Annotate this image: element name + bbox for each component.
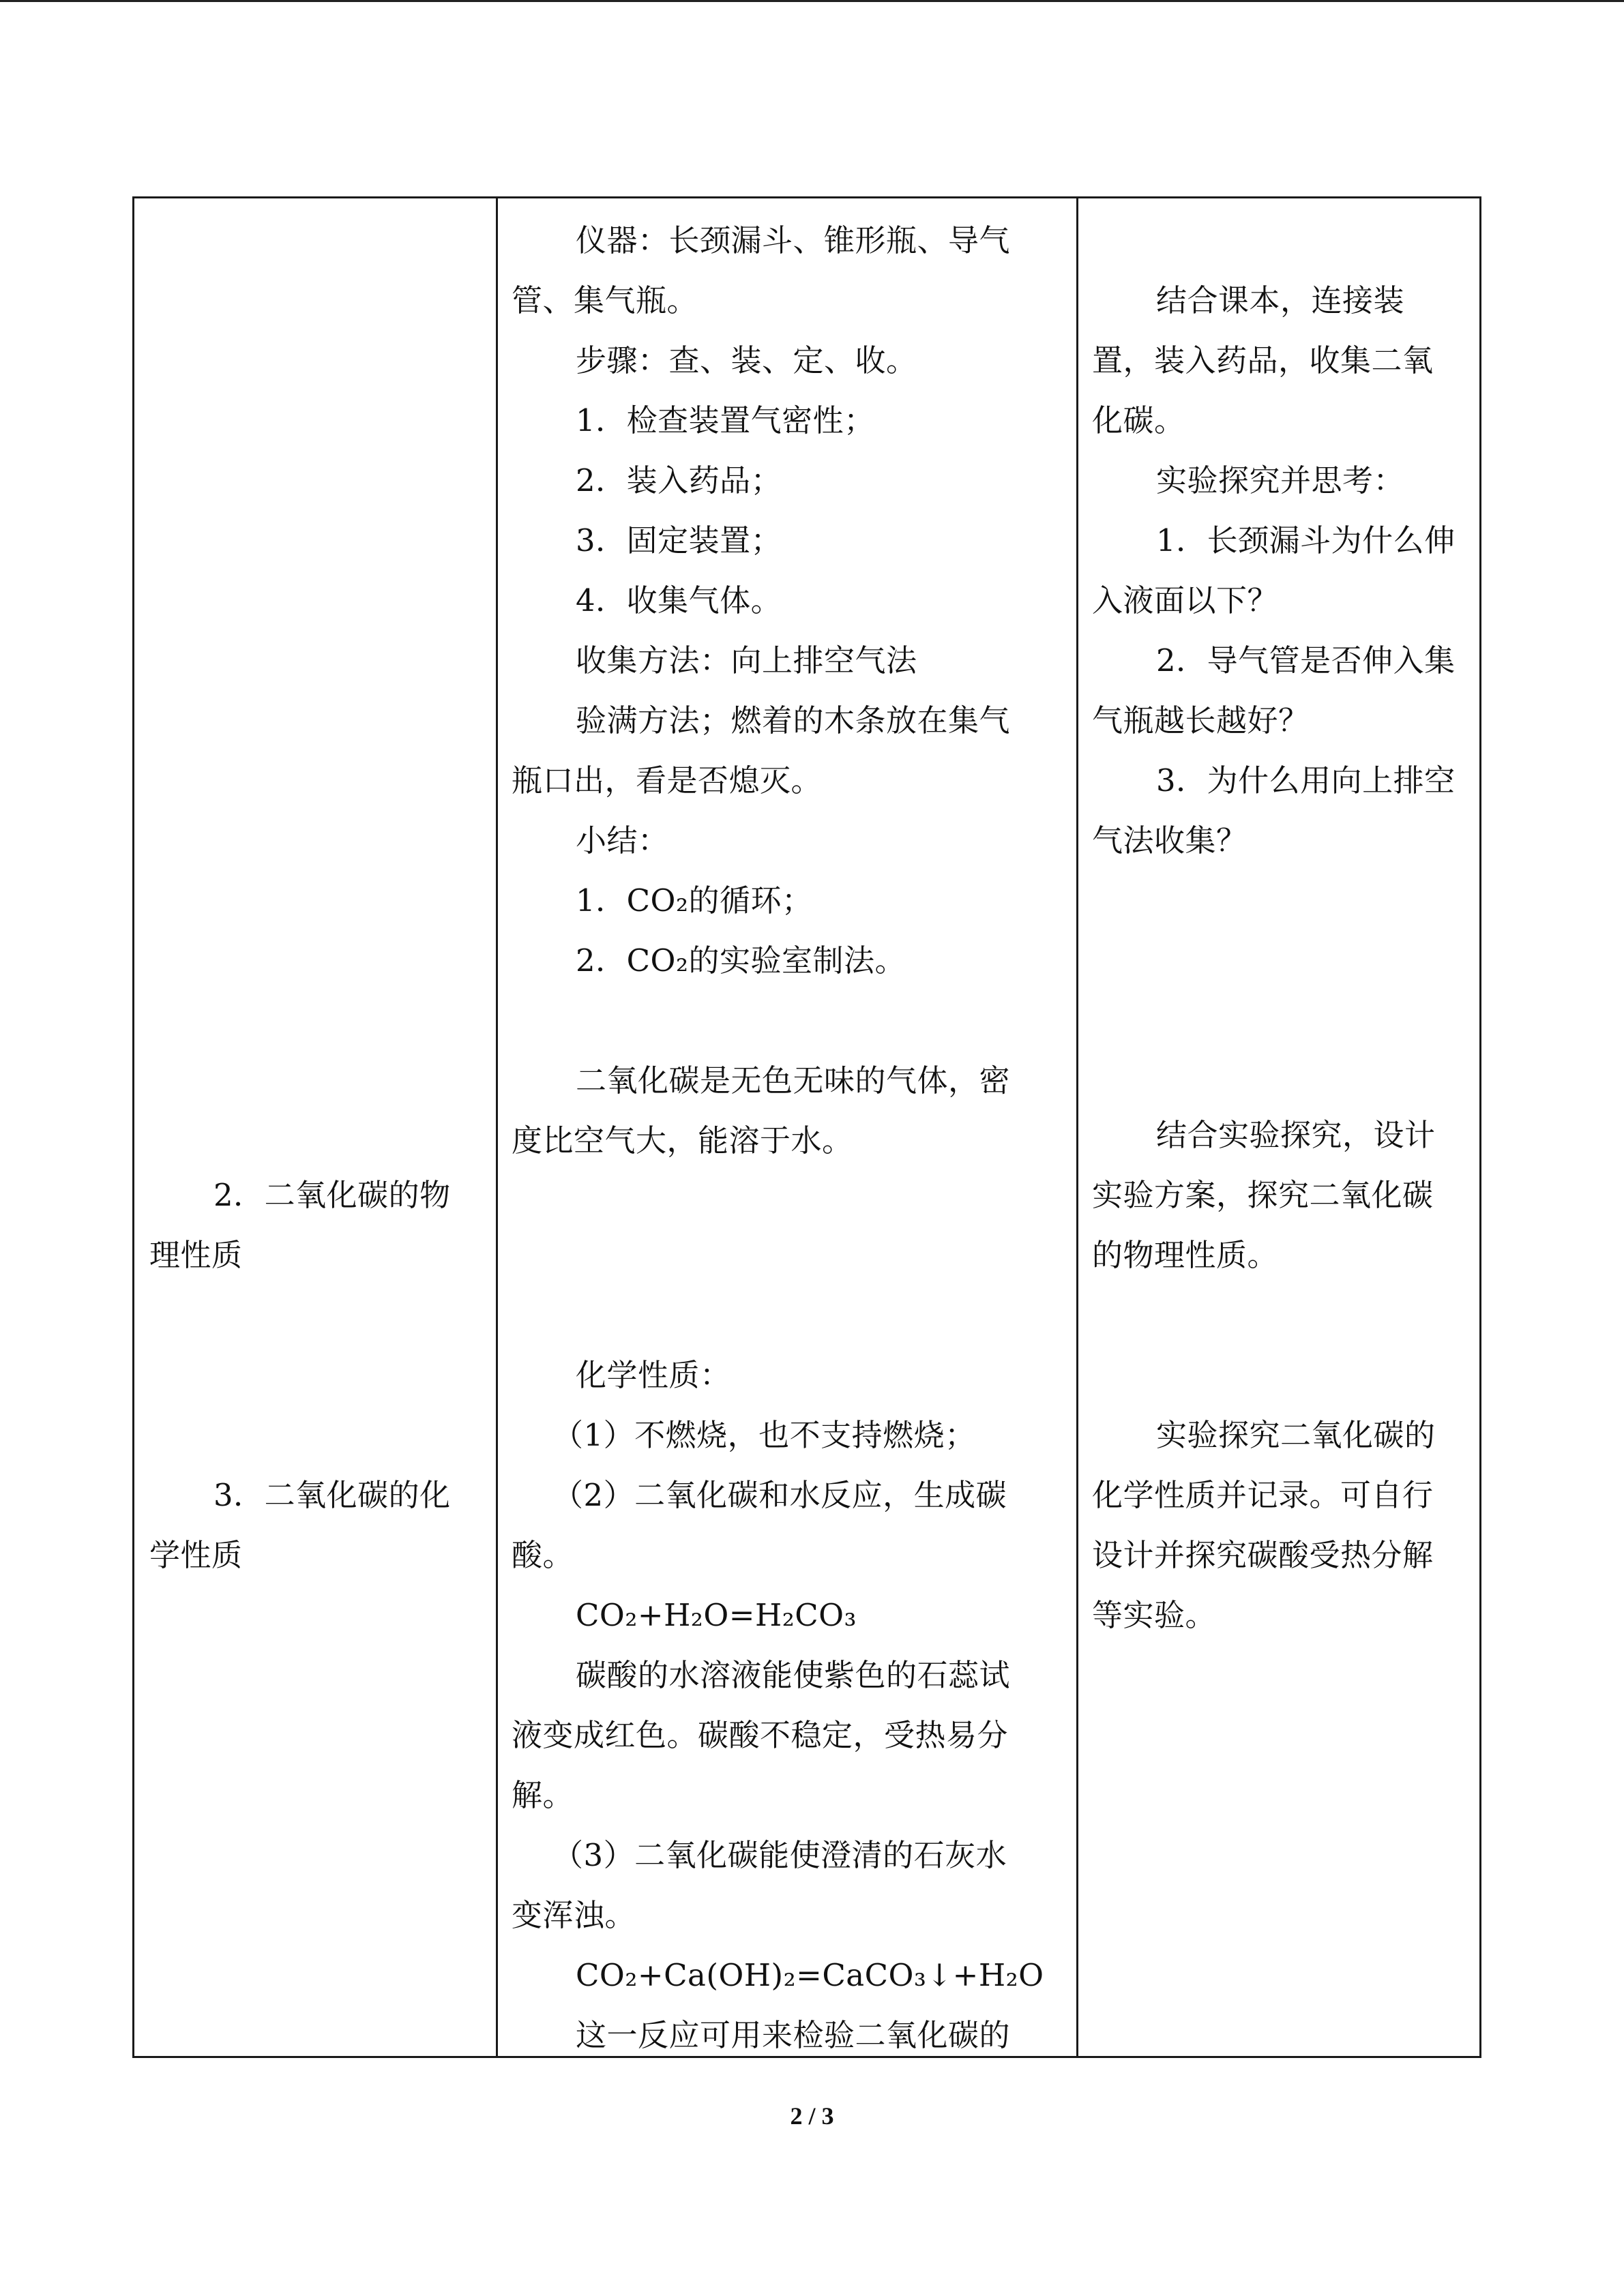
test-reaction-line: 这一反应可用来检验二氧化碳的	[576, 2017, 1011, 2053]
topic-chemical-line1: 3．二氧化碳的化	[213, 1477, 451, 1513]
question-1-line1: 1．长颈漏斗为什么伸	[1156, 522, 1456, 558]
question-3-line1: 3．为什么用向上排空	[1156, 762, 1456, 799]
step-4: 4．收集气体。	[576, 582, 782, 618]
summary-item-2: 2．CO₂的实验室制法。	[576, 942, 906, 979]
equation-1: CO₂+H₂O=H₂CO₃	[576, 1597, 857, 1633]
collect-method: 收集方法：向上排空气法	[576, 642, 917, 679]
topic-physical-line1: 2．二氧化碳的物	[213, 1177, 451, 1213]
chemical-item-3-line1: （3）二氧化碳能使澄清的石灰水	[552, 1837, 1007, 1873]
topic-chemical-line2: 学性质	[149, 1537, 243, 1573]
carbonic-line1: 碳酸的水溶液能使紫色的石蕊试	[576, 1657, 1011, 1693]
question-2-line1: 2．导气管是否伸入集	[1156, 642, 1456, 679]
chemical-task-line1: 实验探究二氧化碳的	[1156, 1417, 1436, 1453]
physical-line1: 二氧化碳是无色无味的气体，密	[576, 1062, 1011, 1099]
instruments-line2: 管、集气瓶。	[512, 282, 698, 318]
summary-item-1: 1．CO₂的循环；	[576, 882, 813, 919]
column-divider-1	[496, 198, 498, 2056]
question-1-line2: 入液面以下？	[1092, 582, 1279, 618]
physical-task-line1: 结合实验探究，设计	[1156, 1117, 1436, 1153]
chemical-item-1: （1）不燃烧，也不支持燃烧；	[552, 1417, 976, 1453]
step-3: 3．固定装置；	[576, 522, 782, 558]
carbonic-line2: 液变成红色。碳酸不稳定，受热易分	[512, 1717, 1009, 1753]
topic-column	[149, 198, 484, 2056]
question-2-line2: 气瓶越长越好？	[1092, 702, 1310, 739]
chemical-task-line3: 设计并探究碳酸受热分解	[1092, 1537, 1434, 1573]
column-divider-2	[1076, 198, 1078, 2056]
chemical-item-2-line2: 酸。	[512, 1537, 574, 1573]
steps-text: 步骤：查、装、定、收。	[576, 342, 917, 378]
chemical-task-line2: 化学性质并记录。可自行	[1092, 1477, 1434, 1513]
question-3-line2: 气法收集？	[1092, 822, 1247, 859]
explore-title: 实验探究并思考：	[1156, 462, 1405, 498]
connect-line2: 置，装入药品，收集二氧	[1092, 342, 1434, 378]
page-number: 2 / 3	[790, 2102, 834, 2130]
summary-title: 小结：	[576, 822, 669, 859]
step-2: 2．装入药品；	[576, 462, 782, 498]
chemical-title: 化学性质：	[576, 1357, 731, 1393]
top-border-rule	[0, 0, 1624, 2]
physical-line2: 度比空气大，能溶于水。	[512, 1122, 853, 1159]
chemical-item-3-line2: 变浑浊。	[512, 1897, 636, 1933]
connect-line1: 结合课本，连接装	[1156, 282, 1405, 318]
topic-physical-line2: 理性质	[149, 1237, 243, 1273]
step-1: 1．检查装置气密性；	[576, 402, 875, 438]
equation-2: CO₂+Ca(OH)₂=CaCO₃↓+H₂O	[576, 1957, 1044, 1993]
activity-column	[1092, 198, 1471, 2056]
full-check-line1: 验满方法；燃着的木条放在集气	[576, 702, 1011, 739]
full-check-line2: 瓶口出，看是否熄灭。	[512, 762, 823, 799]
chemical-item-2-line1: （2）二氧化碳和水反应，生成碳	[552, 1477, 1007, 1513]
physical-task-line3: 的物理性质。	[1092, 1237, 1279, 1273]
connect-line3: 化碳。	[1092, 402, 1185, 438]
physical-task-line2: 实验方案，探究二氧化碳	[1092, 1177, 1434, 1213]
lesson-table	[132, 196, 1481, 2058]
carbonic-line3: 解。	[512, 1777, 574, 1813]
instruments-line1: 仪器：长颈漏斗、锥形瓶、导气	[576, 222, 1011, 258]
content-column	[512, 198, 1064, 2056]
chemical-task-line4: 等实验。	[1092, 1597, 1217, 1633]
